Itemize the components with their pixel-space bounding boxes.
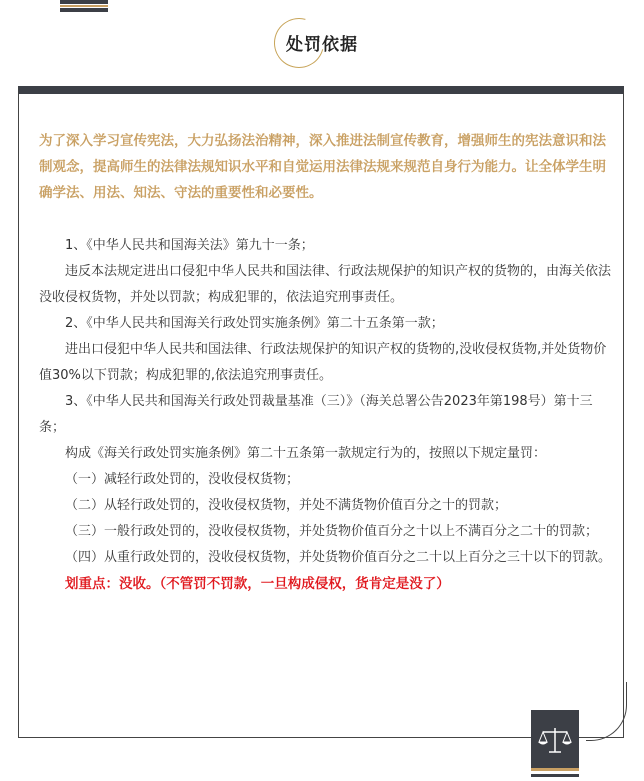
page-title: 处罚依据 bbox=[286, 35, 358, 55]
penalty-level-1: （一）减轻行政处罚的，没收侵权货物； bbox=[65, 472, 300, 487]
law-item-2: 2、《中华人民共和国海关行政处罚实施条例》第二十五条第一款； bbox=[65, 316, 444, 331]
badge-stripes-decoration bbox=[531, 768, 579, 777]
law-item-2-text: 进出口侵犯中华人民共和国法律、行政法规保护的知识产权的货物的,没收侵权货物,并处货物价值30%以下罚款；构成犯罪的,依法追究刑事责任。 bbox=[39, 342, 607, 383]
legal-basis-body bbox=[39, 233, 611, 597]
law-item-1-text: 违反本法规定进出口侵犯中华人民共和国法律、行政法规保护的知识产权的货物的，由海关依法没收侵权货物，并处以罚款；构成犯罪的，依法追究刑事责任。 bbox=[39, 264, 612, 305]
intro-paragraph: 为了深入学习宣传宪法，大力弘扬法治精神，深入推进法制宣传教育，增强师生的宪法意识和法制观念，提高师生的法律法规知识水平和自觉运用法律法规来规范自身行为能力。让全体学生明确学法、用法、知法、守法的重要性和必要性。 bbox=[39, 133, 606, 201]
penalty-level-4: （四）从重行政处罚的，没收侵权货物，并处货物价值百分之二十以上百分之三十以下的罚款。 bbox=[65, 550, 612, 565]
law-item-3-text: 构成《海关行政处罚实施条例》第二十五条第一款规定行为的，按照以下规定量罚： bbox=[65, 446, 547, 461]
justice-scale-badge bbox=[531, 710, 579, 768]
scale-icon bbox=[531, 710, 579, 768]
law-item-3: 3、《中华人民共和国海关行政处罚裁量基准（三）》（海关总署公告2023年第198号）第十三条； bbox=[39, 394, 593, 435]
law-item-1: 1、《中华人民共和国海关法》第九十一条； bbox=[65, 238, 314, 253]
penalty-level-3: （三）一般行政处罚的，没收侵权货物，并处货物价值百分之十以上不满百分之二十的罚款； bbox=[65, 524, 599, 539]
penalty-level-2: （二）从轻行政处罚的，没收侵权货物，并处不满货物价值百分之十的罚款； bbox=[65, 498, 508, 513]
section-header bbox=[0, 16, 644, 68]
key-point: 划重点：没收。（不管罚不罚款，一旦构成侵权，货肯定是没了） bbox=[65, 576, 450, 592]
book-stripes-decoration bbox=[60, 0, 108, 12]
